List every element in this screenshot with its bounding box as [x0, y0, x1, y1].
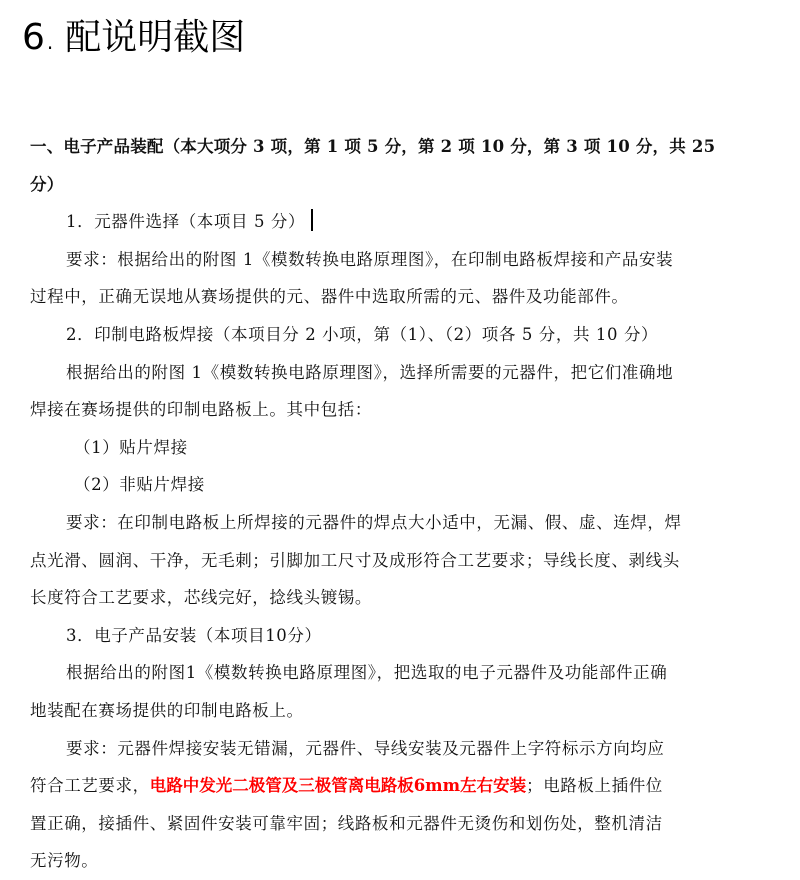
item1-req-line2: 过程中，正确无误地从赛场提供的元、器件中选取所需的元、器件及功能部件。	[30, 287, 629, 307]
item3-req-line3: 置正确，接插件、紧固件安装可靠牢固；线路板和元器件无烫伤和划伤处，整机清洁	[30, 813, 663, 833]
item2-req-line1: 要求：在印制电路板上所焊接的元器件的焊点大小适中，无漏、假、虚、连焊，焊	[66, 512, 682, 532]
item3-req-line1: 要求：元器件焊接安装无错漏，元器件、导线安装及元器件上字符标示方向均应	[66, 738, 665, 758]
item2-req-line3: 长度符合工艺要求，芯线完好，捻线头镀锡。	[30, 588, 372, 608]
item3-desc-line2: 地装配在赛场提供的印制电路板上。	[30, 700, 304, 720]
item3-req-line2-post: ；电路板上插件位	[526, 776, 663, 796]
item3-req-line4: 无污物。	[30, 851, 99, 871]
heading-title: 配说明截图	[65, 17, 246, 58]
document-body	[30, 128, 770, 880]
item1-title-text: 1．元器件选择（本项目 5 分）	[66, 212, 306, 232]
item3-desc-line1: 根据给出的附图1《模数转换电路原理图》，把选取的电子元器件及功能部件正确	[66, 663, 668, 683]
heading-separator: .	[46, 30, 54, 54]
item1-req-line1: 要求：根据给出的附图 1《模数转换电路原理图》，在印制电路板焊接和产品安装	[66, 249, 674, 269]
section-title-line2: 分）	[30, 174, 64, 194]
item3-req-line2	[30, 767, 770, 805]
item1-title	[30, 203, 770, 241]
item2-sub2: （2）非贴片焊接	[74, 475, 205, 495]
page-heading	[22, 10, 245, 70]
item2-req-line2: 点光滑、圆润、干净，无毛刺；引脚加工尺寸及成形符合工艺要求；导线长度、剥线头	[30, 550, 680, 570]
section-title-line1: 一、电子产品装配（本大项分 3 项，第 1 项 5 分，第 2 项 10 分，第 3 项 10 分，共 25	[30, 137, 716, 156]
item3-req-line2-pre: 符合工艺要求，	[30, 776, 150, 796]
item2-desc-line1: 根据给出的附图 1《模数转换电路原理图》，选择所需要的元器件，把它们准确地	[66, 362, 674, 382]
item2-sub1: （1）贴片焊接	[74, 437, 188, 457]
item3-title: 3．电子产品安装（本项目10分）	[66, 625, 322, 645]
heading-number: 6	[22, 17, 45, 58]
text-cursor	[311, 209, 313, 231]
highlighted-requirement: 电路中发光二极管及三极管离电路板6mm左右安装	[149, 776, 527, 796]
item2-desc-line2: 焊接在赛场提供的印制电路板上。其中包括：	[30, 400, 372, 420]
item2-title: 2．印制电路板焊接（本项目分 2 小项，第（1）、（2）项各 5 分，共 10 分）	[66, 324, 659, 344]
